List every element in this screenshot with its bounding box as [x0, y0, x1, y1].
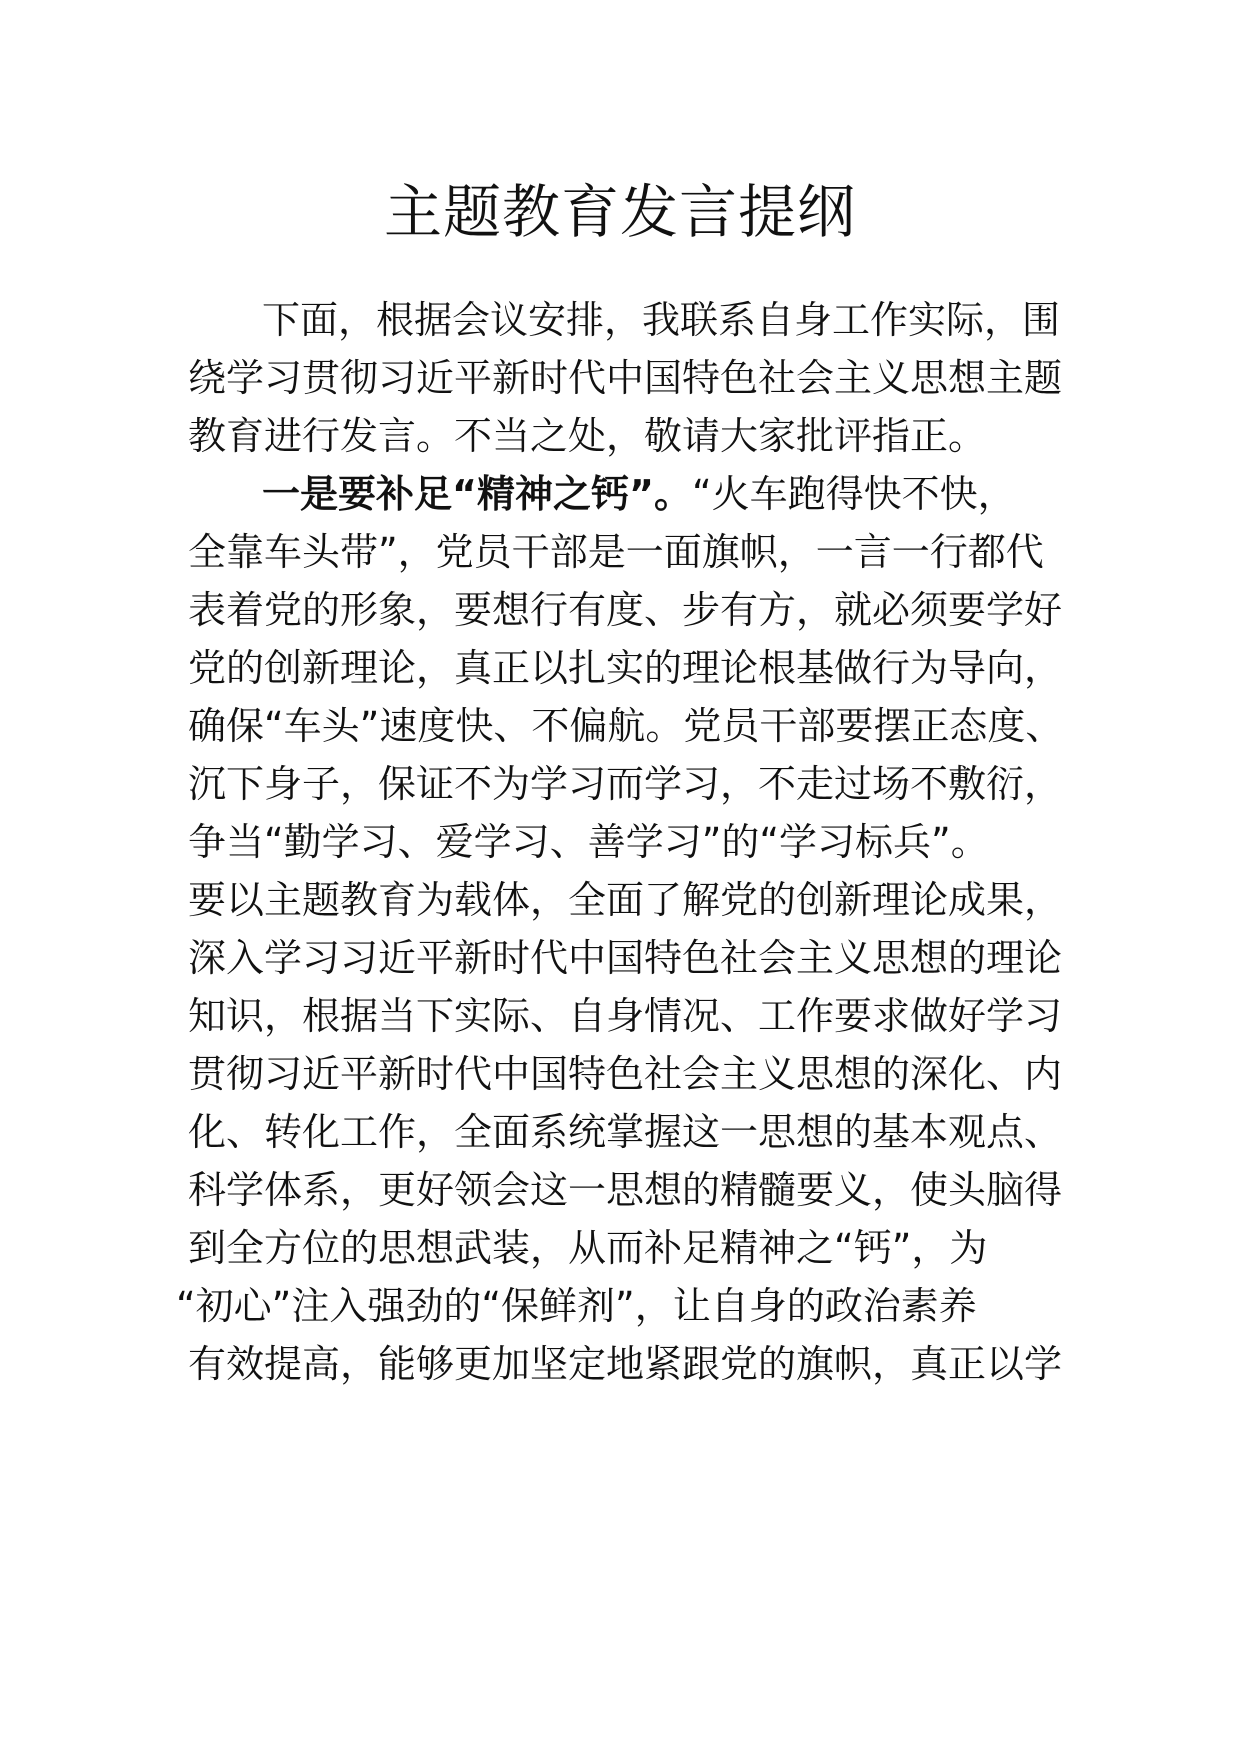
- paragraph-line: 绕学习贯彻习近平新时代中国特色社会主义思想主题: [188, 356, 1063, 400]
- paragraph-line: 表着党的形象，要想行有度、步有方，就必须要学好: [188, 588, 1063, 632]
- paragraph-line: 党的创新理论，真正以扎实的理论根基做行为导向，: [188, 646, 1063, 690]
- paragraph-line: “初心”注入强劲的“保鲜剂”，让自身的政治素养: [176, 1284, 977, 1328]
- section-heading: 一是要补足“精神之钙”。: [262, 472, 692, 516]
- paragraph-line: 科学体系，更好领会这一思想的精髓要义，使头脑得: [188, 1168, 1063, 1212]
- paragraph-line: 到全方位的思想武装，从而补足精神之“钙”，为: [188, 1226, 988, 1270]
- paragraph-line: 下面，根据会议安排，我联系自身工作实际，围: [262, 298, 1061, 342]
- paragraph-line: 全靠车头带”，党员干部是一面旗帜，一言一行都代: [188, 530, 1044, 574]
- paragraph-line: 贯彻习近平新时代中国特色社会主义思想的深化、内: [188, 1052, 1063, 1096]
- paragraph-line: 争当“勤学习、爱学习、善学习”的“学习标兵”。: [188, 820, 989, 864]
- paragraph-line: 深入学习习近平新时代中国特色社会主义思想的理论: [188, 936, 1063, 980]
- paragraph-line: 有效提高，能够更加坚定地紧跟党的旗帜，真正以学: [188, 1342, 1063, 1386]
- paragraph-line: 教育进行发言。不当之处，敬请大家批评指正。: [188, 414, 987, 458]
- paragraph-line: 沉下身子，保证不为学习而学习，不走过场不敷衍，: [188, 762, 1063, 806]
- paragraph-line: 化、转化工作，全面系统掌握这一思想的基本观点、: [188, 1110, 1063, 1154]
- paragraph-line: 要以主题教育为载体，全面了解党的创新理论成果，: [188, 878, 1063, 922]
- section-heading-line: [262, 462, 1016, 526]
- paragraph-text: “火车跑得快不快，: [691, 472, 1016, 516]
- document-title: 主题教育发言提纲: [383, 178, 856, 246]
- paragraph-line: 确保“车头”速度快、不偏航。党员干部要摆正态度、: [188, 704, 1064, 748]
- paragraph-line: 知识，根据当下实际、自身情况、工作要求做好学习: [188, 994, 1063, 1038]
